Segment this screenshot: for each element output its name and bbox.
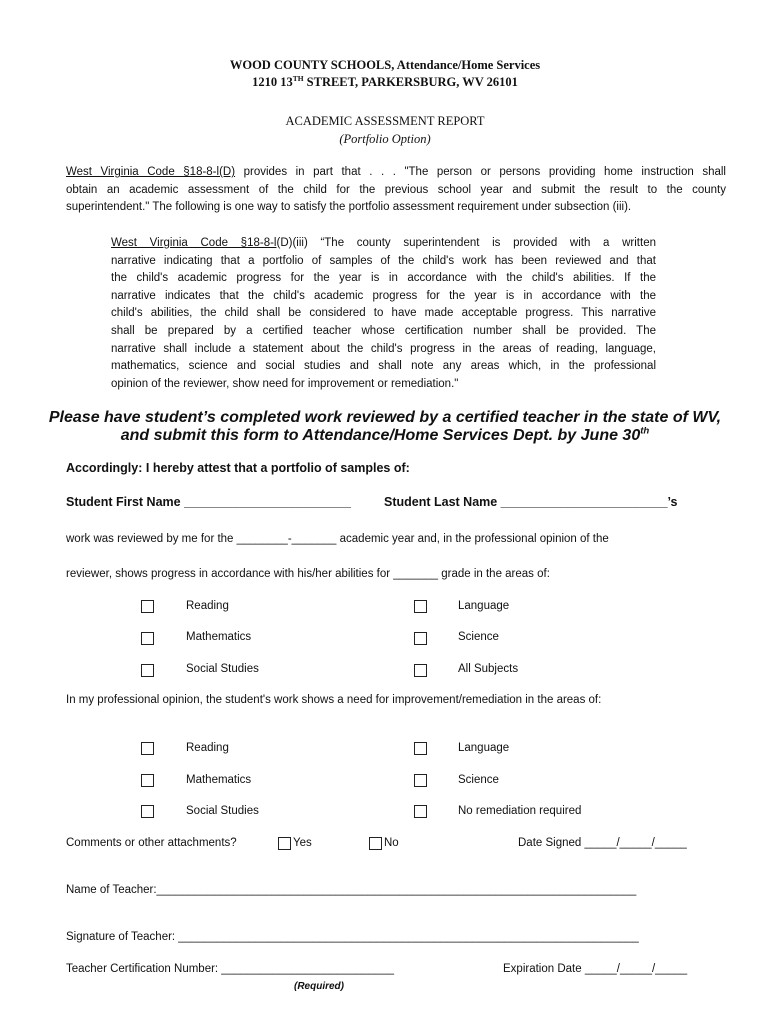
notice-line-2: and submit this form to Attendance/Home Services Dept. by June 30th <box>120 425 650 444</box>
progress-language-checkbox[interactable] <box>414 600 427 613</box>
attest-statement: Accordingly: I hereby attest that a portfolio of samples of: <box>66 461 410 475</box>
quote-paragraph <box>111 235 656 393</box>
remediation-science-label: Science <box>458 774 499 786</box>
intro-paragraph <box>66 164 726 217</box>
quote-line: opinion of the reviewer, show need for improvement or remediation." <box>111 377 459 390</box>
address-sup: TH <box>292 73 304 83</box>
remediation-mathematics-label: Mathematics <box>186 774 252 786</box>
intro-line-3: superintendent." The following is one way to satisfy the portfolio assessment requirement under subsection (iii). <box>66 201 632 214</box>
quote-line: shall be prepared by a certified teacher whose certification number shall be provided. The <box>111 324 656 337</box>
quote-code-ref: West Virginia Code §18-8-l <box>111 237 277 249</box>
comments-yes-checkbox[interactable] <box>278 837 291 850</box>
remediation-social-studies-label: Social Studies <box>186 805 259 817</box>
expiration-date-field[interactable]: Expiration Date _____/_____/_____ <box>503 963 688 975</box>
academic-year-field[interactable]: ________-_______ <box>236 533 337 545</box>
org-line: WOOD COUNTY SCHOOLS, Attendance/Home Services <box>229 58 541 72</box>
remediation-intro: In my professional opinion, the student's work shows a need for improvement/remediation in the areas of: <box>66 694 602 706</box>
intro-code-ref: West Virginia Code §18-8-l(D) <box>66 166 236 178</box>
grade-line[interactable]: reviewer, shows progress in accordance with his/her abilities for _______ grade in the areas of: <box>66 568 550 580</box>
remediation-social-studies-checkbox[interactable] <box>141 805 154 818</box>
progress-science-checkbox[interactable] <box>414 632 427 645</box>
progress-social-studies-checkbox[interactable] <box>141 664 154 677</box>
student-first-name-field[interactable]: Student First Name ________________________ <box>66 495 351 509</box>
remediation-language-label: Language <box>458 742 510 754</box>
remediation-reading-checkbox[interactable] <box>141 742 154 755</box>
academic-year-line: work was reviewed by me for the ________-_______ academic year and, in the professional opinion of the <box>66 533 609 545</box>
remediation-reading-label: Reading <box>186 742 229 754</box>
progress-language-label: Language <box>458 600 510 612</box>
remediation-mathematics-checkbox[interactable] <box>141 774 154 787</box>
comments-no-checkbox[interactable] <box>369 837 382 850</box>
report-title: ACADEMIC ASSESSMENT REPORT <box>285 114 485 128</box>
report-subtitle: (Portfolio Option) <box>339 132 431 146</box>
remediation-science-checkbox[interactable] <box>414 774 427 787</box>
comments-no-label: No <box>384 837 399 849</box>
progress-all-subjects-checkbox[interactable] <box>414 664 427 677</box>
quote-line: the child's academic progress for the year is in accordance with the child's abilities. If the <box>111 272 656 285</box>
teacher-name-field[interactable]: Name of Teacher:___________________________________________________________________________ <box>66 884 637 896</box>
progress-reading-label: Reading <box>186 600 229 612</box>
intro-line-2: obtain an academic assessment of the child for the previous school year and submit the result to the county <box>66 183 726 196</box>
quote-line: mathematics, science and social studies and shall note any areas which, in the professional <box>111 360 656 373</box>
teacher-certification-number-field[interactable]: Teacher Certification Number: ___________________________ <box>66 963 394 975</box>
teacher-signature-field[interactable]: Signature of Teacher: ________________________________________________________________________ <box>66 931 639 943</box>
date-signed-field[interactable]: Date Signed _____/_____/_____ <box>518 837 687 849</box>
remediation-language-checkbox[interactable] <box>414 742 427 755</box>
quote-line: child's abilities, the child shall be considered to have made acceptable progress. This narrative <box>111 307 656 320</box>
quote-line: narrative indicates that the child's academic progress for the year is in accordance with the <box>111 289 656 302</box>
no-remediation-label: No remediation required <box>458 805 582 817</box>
address-post: STREET, PARKERSBURG, WV 26101 <box>303 75 518 89</box>
progress-mathematics-checkbox[interactable] <box>141 632 154 645</box>
intro-line-1: West Virginia Code §18-8-l(D) provides in part that . . . "The person or persons providing home instruction shall <box>66 166 726 178</box>
quote-line: narrative indicating that a portfolio of samples of the child's work has been reviewed and that <box>111 254 656 267</box>
progress-science-label: Science <box>458 631 499 643</box>
progress-mathematics-label: Mathematics <box>186 631 252 643</box>
progress-social-studies-label: Social Studies <box>186 663 259 675</box>
quote-line: narrative shall include a statement about the child's progress in the areas of reading, language, <box>111 342 656 355</box>
required-note: (Required) <box>294 981 344 992</box>
address-pre: 1210 13 <box>252 75 293 89</box>
quote-line-1: West Virginia Code §18-8-l(D)(iii) “The county superintendent is provided with a written <box>111 237 656 249</box>
progress-reading-checkbox[interactable] <box>141 600 154 613</box>
notice-line-1: Please have student’s completed work reviewed by a certified teacher in the state of WV, <box>48 409 722 426</box>
address-line <box>0 75 770 90</box>
no-remediation-checkbox[interactable] <box>414 805 427 818</box>
comments-label: Comments or other attachments? <box>66 837 237 849</box>
student-last-name-field[interactable]: Student Last Name ________________________’s <box>384 495 678 509</box>
progress-all-subjects-label: All Subjects <box>458 663 519 675</box>
comments-yes-label: Yes <box>293 837 312 849</box>
